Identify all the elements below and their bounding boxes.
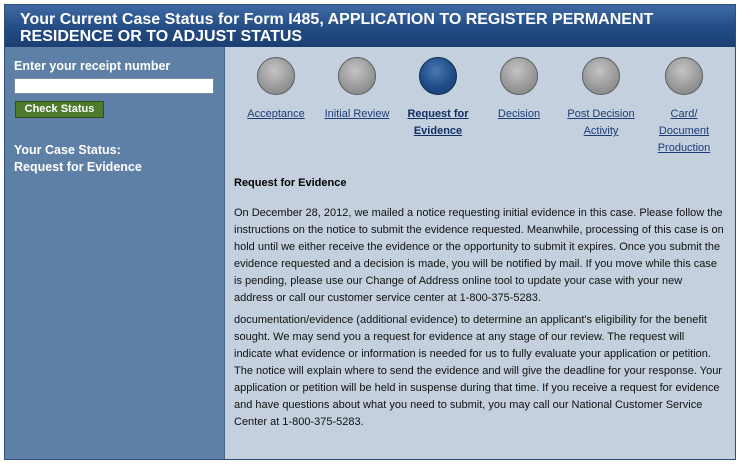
case-status-heading: Your Case Status:: [14, 143, 121, 157]
step-link-initial-review[interactable]: Initial Review: [324, 108, 390, 120]
case-status-value: Request for Evidence: [14, 160, 142, 174]
check-status-button[interactable]: Check Status: [15, 101, 104, 118]
step-circle-icon: [665, 57, 703, 95]
evidence-info-text: documentation/evidence (additional evidence) to determine an applicant's eligibility for the benefit sought. We may send you a request for evidence at any stage of our review. The request will indicate what evidence or information is needed for us to fully evaluate your application or petition. The notice will explain where to send the evidence and will give the deadline for your response. Your application or petition will be held in suspense during that time. If you receive a request for evidence and have questions about what you need to submit, you may call our National Customer Service Center at 1-800-375-5283.: [234, 314, 722, 428]
main-content: [225, 47, 735, 459]
step-link-decision[interactable]: Decision: [497, 108, 541, 120]
step-link-acceptance[interactable]: Acceptance: [247, 108, 305, 120]
page-header: [5, 5, 735, 47]
step-circle-icon: [257, 57, 295, 95]
evidence-info-scroll-area[interactable]: [234, 314, 724, 449]
step-circle-icon: [582, 57, 620, 95]
step-circle-active-icon: [419, 57, 457, 95]
step-acceptance: [236, 57, 316, 123]
case-status-panel: [4, 4, 736, 460]
receipt-number-input[interactable]: [14, 78, 214, 94]
section-title: Request for Evidence: [234, 177, 347, 189]
step-link-post-decision-activity[interactable]: Post Decision Activity: [567, 108, 635, 137]
step-post-decision-activity: [561, 57, 641, 140]
step-request-for-evidence: [398, 57, 478, 140]
status-description: On December 28, 2012, we mailed a notice requesting initial evidence in this case. Please follow the instructions on the notice to submit the evidence requested. Meanwhile, processing of this case is on hold until we either receive the evidence or the opportunity to submit it expires. Once you submit the evidence requested and a decision is made, you will be notified by mail. If you move while this case is pending, please use our Change of Address online tool to update your case with your new address or call our customer service center at 1-800-375-5283.: [234, 207, 724, 304]
sidebar: [5, 47, 225, 459]
page-title: Your Current Case Status for Form I485, APPLICATION TO REGISTER PERMANENT RESIDENCE OR TO ADJUST STATUS: [20, 11, 654, 45]
step-link-request-for-evidence[interactable]: Request for Evidence: [407, 108, 469, 137]
step-link-card-document-production[interactable]: Card/ Document Production: [657, 108, 711, 154]
receipt-number-label: Enter your receipt number: [14, 59, 171, 73]
step-circle-icon: [338, 57, 376, 95]
step-decision: [479, 57, 559, 123]
step-card-document-production: [644, 57, 724, 157]
case-status-summary: [14, 142, 142, 176]
step-circle-icon: [500, 57, 538, 95]
step-initial-review: [317, 57, 397, 123]
